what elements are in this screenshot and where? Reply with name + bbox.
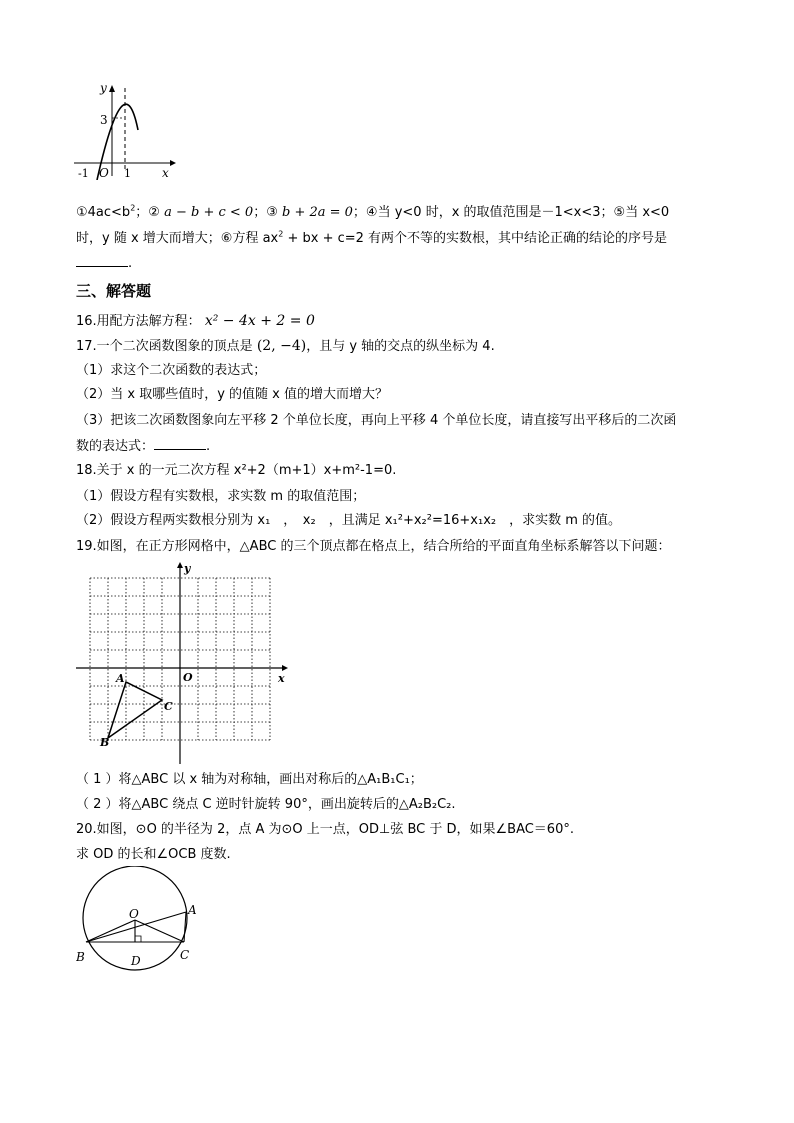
q17-part-2: （2）当 x 取哪些值时，y 的值随 x 值的增大而增大？	[76, 387, 389, 402]
x-label: x	[278, 672, 285, 685]
point-d-label: D	[131, 954, 141, 968]
x-axis-arrow	[282, 665, 288, 671]
q20-question: 求 OD 的长和∠OCB 度数.	[76, 847, 231, 862]
point-c-label: C	[180, 948, 190, 962]
right-angle-mark	[135, 936, 141, 942]
q17-part-3b: 数的表达式： .	[76, 439, 211, 454]
q18-part-1: （1）假设方程有实数根，求实数 m 的取值范围；	[76, 489, 366, 504]
q15-line-1: $①4ac<b^2$；② a − b + c < 0；③ b + 2a = 0；④当 y<0 时，x 的取值范围是－1<x<3；⑤当 x<0	[76, 203, 670, 220]
q19-stem: 19.如图，在正方形网格中，△ABC 的三个顶点都在格点上，结合所给的平面直角坐标系解答以下问题：	[76, 539, 671, 554]
q19-grid-figure	[74, 560, 294, 770]
q19-part-2: （ 2 ）将△ABC 绕点 C 逆时针旋转 90°，画出旋转后的△A₂B₂C₂.	[76, 797, 456, 812]
tick-3-label: 3	[100, 113, 108, 127]
q17-stem: 17.一个二次函数图象的顶点是 (2, −4)，且与 y 轴的交点的纵坐标为 4.	[76, 338, 495, 354]
vertex-b-label: B	[100, 736, 110, 749]
tick-neg1-label: -1	[78, 167, 89, 180]
segment-ob	[86, 920, 135, 942]
q17-part-1: （1）求这个二次函数的表达式；	[76, 363, 267, 378]
answer-blank[interactable]	[76, 254, 128, 267]
vertex-a-label: A	[116, 672, 125, 685]
vertex-c-label: C	[164, 700, 173, 713]
q15-line-2: 时，y 随 x 增大而增大；⑥方程 $ax^2$ + bx + c=2 有两个不等的实数根，其中结论正确的结论的序号是	[76, 229, 668, 246]
q17-part-3: （3）把该二次函数图象向左平移 2 个单位长度，再向上平移 4 个单位长度，请直接写出平移后的二次函	[76, 413, 677, 428]
x-axis-arrow	[170, 160, 176, 166]
section-title: 三、解答题	[76, 282, 152, 300]
y-axis-arrow	[109, 85, 115, 92]
tick-1-label: 1	[124, 167, 131, 180]
point-a-label: A	[188, 903, 197, 917]
q19-part-1: （ 1 ）将△ABC 以 x 轴为对称轴，画出对称后的△A₁B₁C₁；	[76, 772, 423, 787]
origin-label: O	[99, 166, 109, 180]
point-b-label: B	[76, 950, 85, 964]
q20-circle-figure	[76, 866, 206, 976]
y-axis-label: y	[100, 81, 107, 95]
y-axis-arrow	[177, 562, 183, 568]
q18-part-2: （2）假设方程两实数根分别为 x₁ ， x₂ ，且满足 x₁²+x₂²=16+x₁x₂ ，求实数 m 的值。	[76, 513, 622, 528]
x-axis-label: x	[162, 166, 169, 180]
triangle-abc	[108, 682, 162, 738]
point-o-label: O	[129, 907, 139, 921]
origin-label: O	[183, 671, 193, 684]
q18-stem: 18.关于 x 的一元二次方程 x²+2（m+1）x+m²-1=0.	[76, 463, 397, 478]
y-label: y	[184, 562, 191, 575]
q16: 16.用配方法解方程： x² − 4x + 2 = 0	[76, 313, 315, 329]
q15-line-3: .	[76, 254, 132, 273]
answer-blank[interactable]	[154, 437, 206, 450]
q20-stem: 20.如图，⊙O 的半径为 2，点 A 为⊙O 上一点，OD⊥弦 BC 于 D，如果∠BAC＝60°.	[76, 822, 574, 837]
q15-parabola-graph	[72, 80, 182, 180]
segment-oc	[135, 920, 184, 942]
